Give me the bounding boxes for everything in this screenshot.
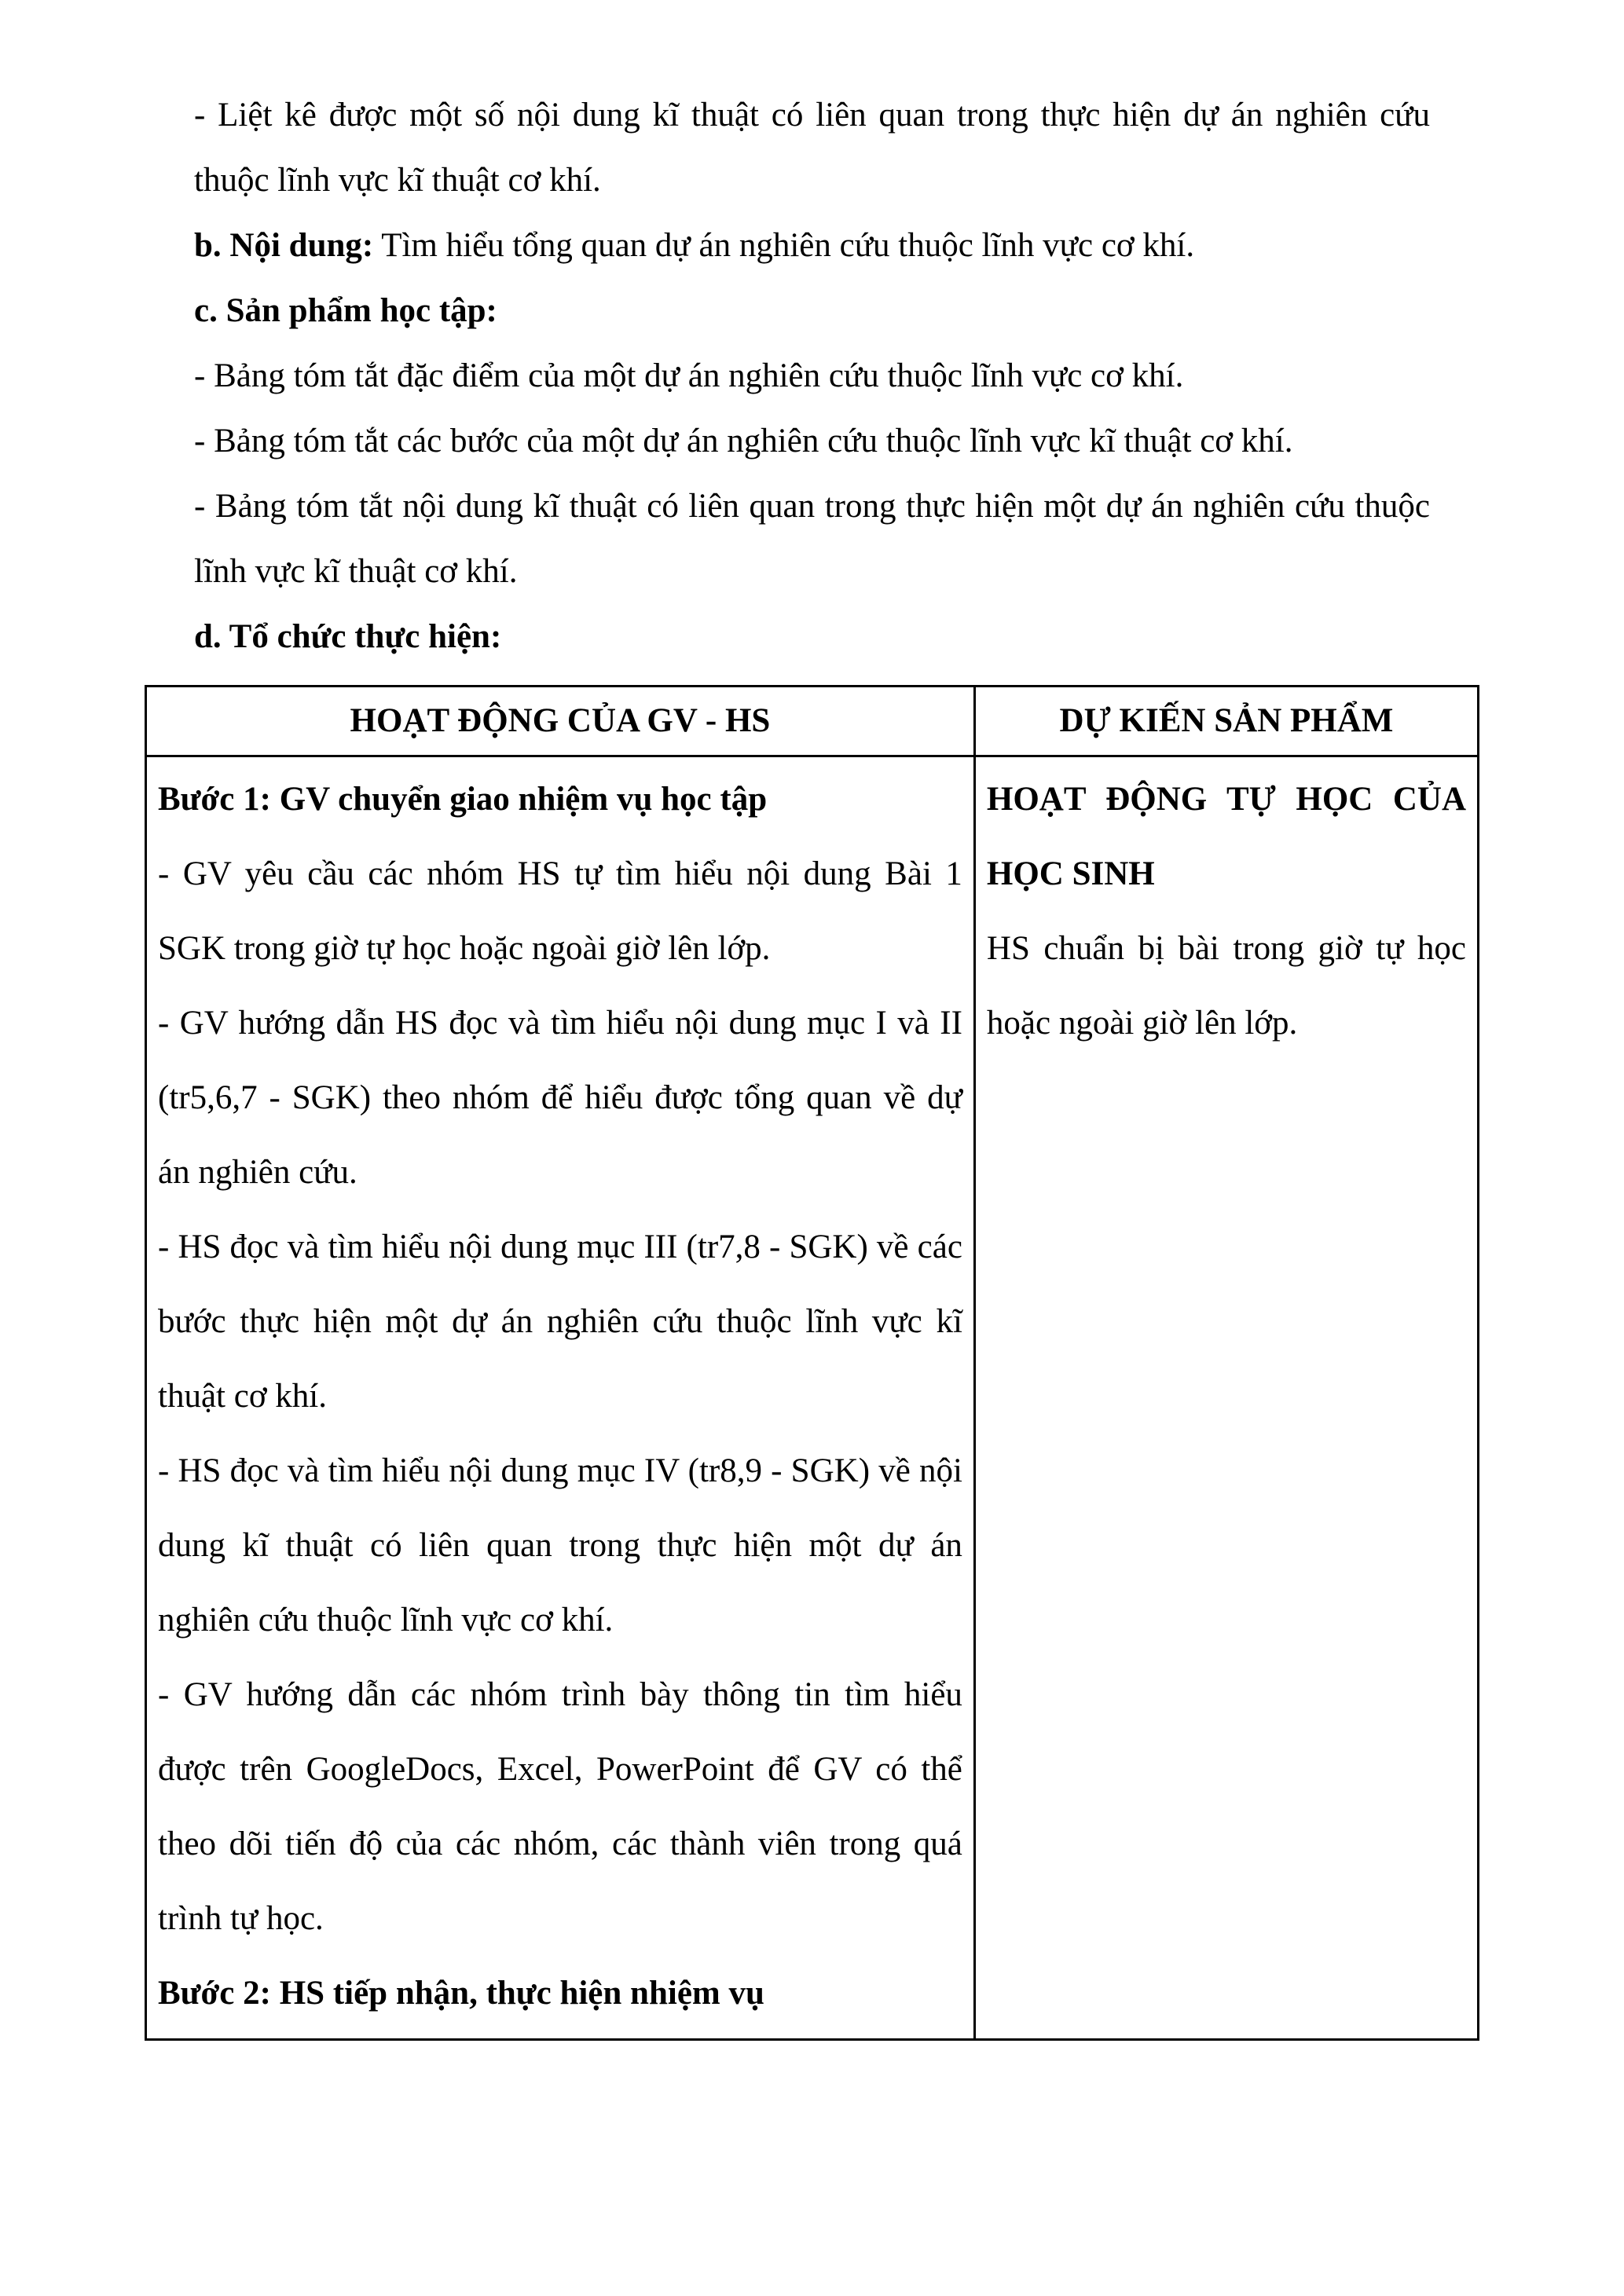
expected-product-title: HOẠT ĐỘNG TỰ HỌC CỦA HỌC SINH bbox=[986, 781, 1466, 892]
table-body-row bbox=[146, 756, 1479, 2040]
paragraph-noi-dung bbox=[194, 213, 1430, 278]
activity-item-3: - HS đọc và tìm hiểu nội dung mục III (tr7,8 - SGK) về các bước thực hiện một dự án nghiên cứu thuộc lĩnh vực kĩ thuật cơ khí. bbox=[158, 1229, 962, 1415]
activity-item-1: - GV yêu cầu các nhóm HS tự tìm hiểu nội dung Bài 1 SGK trong giờ tự học hoặc ngoài giờ lên lớp. bbox=[158, 855, 962, 967]
activity-item-2: - GV hướng dẫn HS đọc và tìm hiểu nội dung mục I và II (tr5,6,7 - SGK) theo nhóm để hiểu được tổng quan về dự án nghiên cứu. bbox=[158, 1005, 962, 1191]
step-1-heading: Bước 1: GV chuyển giao nhiệm vụ học tập bbox=[158, 781, 768, 818]
cell-gv-hs-activities bbox=[146, 756, 975, 2040]
paragraph-san-pham-heading: c. Sản phẩm học tập: bbox=[194, 292, 497, 329]
paragraph-label-noi-dung: b. Nội dung: bbox=[194, 227, 374, 264]
table-header-hoat-dong-gv-hs: HOẠT ĐỘNG CỦA GV - HS bbox=[146, 687, 975, 756]
table-header-row bbox=[146, 687, 1479, 756]
paragraph-bang-tom-tat-3: - Bảng tóm tắt nội dung kĩ thuật có liên quan trong thực hiện một dự án nghiên cứu thuộc lĩnh vực kĩ thuật cơ khí. bbox=[194, 488, 1430, 590]
paragraph-bang-tom-tat-1: - Bảng tóm tắt đặc điểm của một dự án nghiên cứu thuộc lĩnh vực cơ khí. bbox=[194, 357, 1184, 394]
activity-item-4: - HS đọc và tìm hiểu nội dung mục IV (tr8,9 - SGK) về nội dung kĩ thuật có liên quan trong thực hiện một dự án nghiên cứu thuộc lĩnh vực cơ khí. bbox=[158, 1452, 962, 1639]
paragraph-bang-tom-tat-2: - Bảng tóm tắt các bước của một dự án nghiên cứu thuộc lĩnh vực kĩ thuật cơ khí. bbox=[194, 423, 1293, 460]
cell-expected-products bbox=[974, 756, 1478, 2040]
paragraph-to-chuc-heading: d. Tổ chức thực hiện: bbox=[194, 618, 502, 655]
paragraph-liet-ke: - Liệt kê được một số nội dung kĩ thuật có liên quan trong thực hiện dự án nghiên cứu thuộc lĩnh vực kĩ thuật cơ khí. bbox=[194, 97, 1430, 199]
activity-table bbox=[145, 685, 1479, 2041]
expected-product-body: HS chuẩn bị bài trong giờ tự học hoặc ngoài giờ lên lớp. bbox=[986, 930, 1466, 1042]
activity-item-5: - GV hướng dẫn các nhóm trình bày thông tin tìm hiểu được trên GoogleDocs, Excel, PowerPoint để GV có thể theo dõi tiến độ của các nhóm, các thành viên trong quá trình tự học. bbox=[158, 1676, 962, 1937]
paragraph-text-noi-dung: Tìm hiểu tổng quan dự án nghiên cứu thuộc lĩnh vực cơ khí. bbox=[373, 227, 1195, 264]
step-2-heading: Bước 2: HS tiếp nhận, thực hiện nhiệm vụ bbox=[158, 1975, 764, 2012]
table-header-du-kien-san-pham: DỰ KIẾN SẢN PHẨM bbox=[974, 687, 1478, 756]
